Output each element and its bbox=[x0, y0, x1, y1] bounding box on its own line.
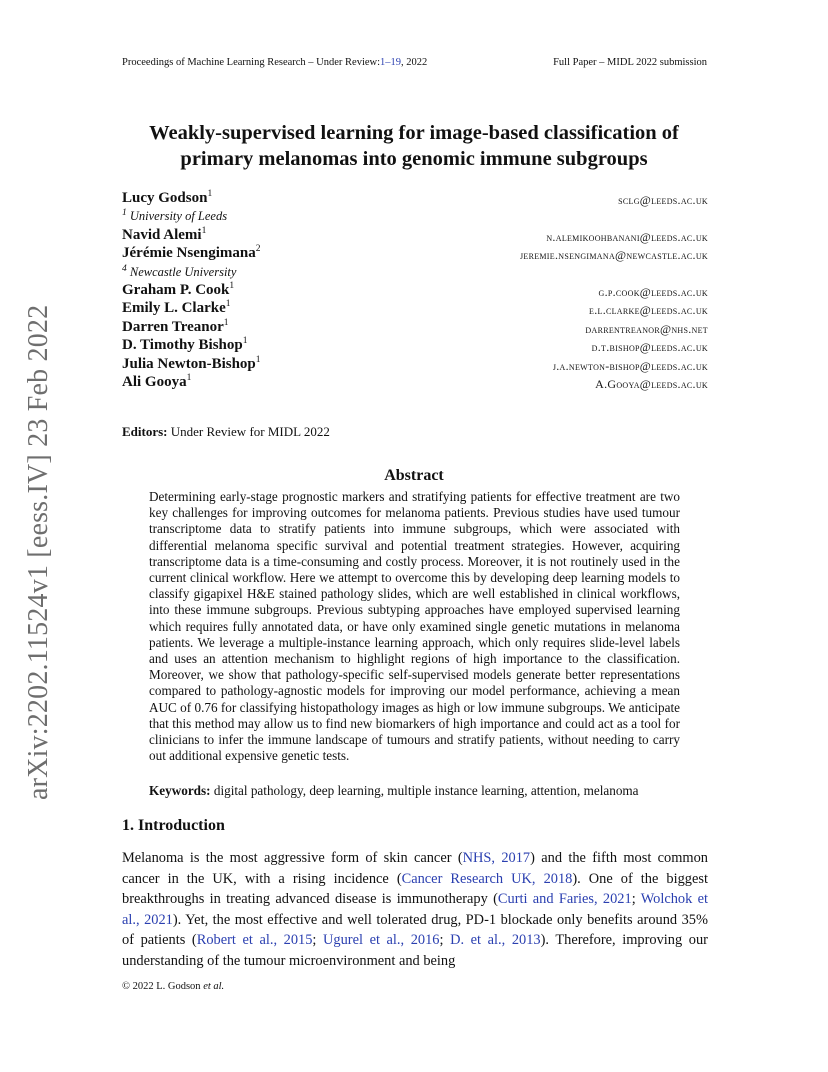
keywords-line: Keywords: digital pathology, deep learning, multiple instance learning, attention, melanoma bbox=[149, 783, 639, 798]
author-email[interactable]: e.l.clarke@leeds.ac.uk bbox=[589, 303, 708, 318]
affiliation: $^4$ Newcastle University bbox=[122, 263, 237, 279]
author-row bbox=[122, 300, 708, 318]
page-range-link[interactable]: 1–19 bbox=[380, 57, 402, 68]
citation-link[interactable]: Cancer Research UK, 2018 bbox=[401, 870, 573, 887]
arxiv-identifier: arXiv:2202.11524v1 [eess.IV] 23 Feb 2022 bbox=[23, 304, 54, 800]
author-email[interactable]: n.alemikoohbanani@leeds.ac.uk bbox=[546, 229, 708, 244]
paper-title: Weakly-supervised learning for image-based classification of primary melanomas into genomic immune subgroups bbox=[149, 122, 679, 170]
citation-link[interactable]: D. et al., 2013 bbox=[450, 932, 541, 948]
section-heading-introduction: 1. Introduction bbox=[122, 817, 225, 834]
author-email[interactable]: d.t.bishop@leeds.ac.uk bbox=[591, 340, 708, 355]
author-row bbox=[122, 190, 708, 208]
author-row bbox=[122, 282, 708, 300]
abstract-heading: Abstract bbox=[384, 467, 444, 484]
citation-link[interactable]: Ugurel et al., 2016 bbox=[323, 932, 440, 948]
author-name: D. Timothy Bishop$^1$ bbox=[122, 336, 248, 354]
affiliation: $^1$ University of Leeds bbox=[122, 208, 228, 224]
author-name: Navid Alemi$^1$ bbox=[122, 225, 207, 243]
affiliation-row bbox=[122, 264, 708, 282]
introduction-paragraph: Melanoma is the most aggressive form of skin cancer (NHS, 2017) and the fifth most common cancer in the UK, with a rising incidence (Cancer Research UK, 2018). One of the biggest breakthroughs in treating advanced disease is immunotherapy (Curti and Faries, 2021; Wolchok et al., 2021). Yet, the most effective and well tolerated drug, PD-1 blockade only benefits around 35% of patients (Robert et al., 2015; Ugurel et al., 2016; D. et al., 2013). Therefore, improving our understanding of the tumour microenvironment and being bbox=[122, 850, 709, 969]
author-row bbox=[122, 227, 708, 245]
author-email[interactable]: darrentreanor@nhs.net bbox=[585, 321, 708, 336]
author-name: Emily L. Clarke$^1$ bbox=[122, 299, 231, 317]
citation-link[interactable]: Wolchok et al., 2021 bbox=[122, 891, 708, 928]
author-email[interactable]: jeremie.nsengimana@newcastle.ac.uk bbox=[519, 248, 708, 263]
author-name: Darren Treanor$^1$ bbox=[122, 317, 229, 335]
abstract-text: Determining early-stage prognostic markers and stratifying patients for effective treatment are two key challenges for improving outcomes for melanoma patients. Previous studies have used tumour transcriptome data to stratify patients into immune subgroups, which were associated with differential melanoma specific survival and potential treatment strategies. However, acquiring transcriptome data is a time-consuming and costly process. Moreover, it is not routinely used in the current clinical workflow. Here we attempt to overcome this by developing deep learning models to classify gigapixel H&E stained pathology slides, which are well established in clinical workflows, into these immune subgroups. Previous subtyping approaches have employed supervised learning which requires fully annotated data, or have only examined single genetic mutations in melanoma patients. We leverage a multiple-instance learning approach, which only requires slide-level labels and uses an attention mechanism to highlight regions of high importance to the classification. Moreover, we show that pathology-specific self-supervised models generate better representations compared to pathology-agnostic models for improving our model performance, achieving a mean AUC of 0.76 for classifying histopathology images as high or low immune subgroups. We anticipate that this method may allow us to find new biomarkers of high importance and could act as a tool for clinicians to infer the immune landscape of tumours and stratify patients, without needing to carry out additional expensive genetic tests. bbox=[149, 489, 680, 764]
submission-header: Full Paper – MIDL 2022 submission bbox=[553, 57, 707, 68]
citation-link[interactable]: NHS, 2017 bbox=[462, 850, 531, 866]
author-row bbox=[122, 245, 708, 263]
author-row bbox=[122, 337, 708, 355]
editors-line: Editors: Under Review for MIDL 2022 bbox=[122, 424, 330, 439]
author-email[interactable]: j.a.newton-bishop@leeds.ac.uk bbox=[552, 358, 708, 373]
author-name: Julia Newton-Bishop$^1$ bbox=[122, 354, 261, 372]
author-email[interactable]: g.p.cook@leeds.ac.uk bbox=[598, 284, 708, 299]
author-row bbox=[122, 374, 708, 392]
proceedings-header: Proceedings of Machine Learning Research – Under Review:1–19, 2022 bbox=[122, 57, 428, 68]
author-email[interactable]: A.Gooya@leeds.ac.uk bbox=[595, 376, 708, 391]
affiliation-row bbox=[122, 208, 708, 226]
author-row bbox=[122, 319, 708, 337]
author-list bbox=[122, 190, 708, 392]
citation-link[interactable]: Curti and Faries, 2021 bbox=[497, 891, 632, 907]
author-name: Jérémie Nsengimana$^2$ bbox=[122, 244, 261, 262]
copyright-footer: © 2022 L. Godson et al. bbox=[122, 981, 225, 992]
author-name: Ali Gooya$^1$ bbox=[122, 372, 192, 390]
author-name: Graham P. Cook$^1$ bbox=[122, 280, 235, 298]
citation-link[interactable]: Robert et al., 2015 bbox=[196, 932, 313, 948]
author-row bbox=[122, 356, 708, 374]
author-name: Lucy Godson$^1$ bbox=[122, 189, 213, 206]
author-email[interactable]: sclg@leeds.ac.uk bbox=[618, 193, 708, 207]
